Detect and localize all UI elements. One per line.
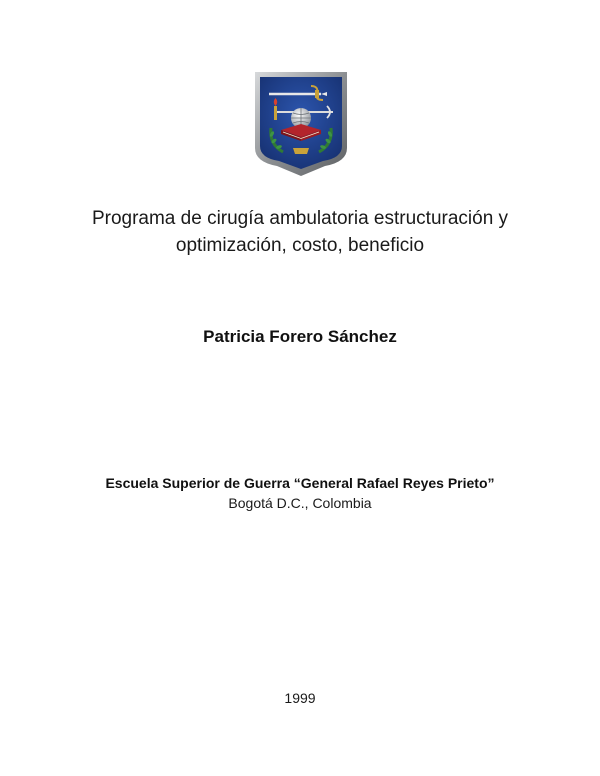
- publication-year: 1999: [284, 690, 316, 706]
- shield-emblem-icon: [253, 70, 349, 178]
- author-name: Patricia Forero Sánchez: [203, 327, 397, 346]
- institution-location: Bogotá D.C., Colombia: [228, 495, 372, 511]
- title-line-1: Programa de cirugía ambulatoria estructuración y: [91, 208, 509, 229]
- document-title: [60, 205, 540, 259]
- title-line-2: optimización, costo, beneficio: [175, 235, 425, 256]
- institution-name: Escuela Superior de Guerra “General Rafael Reyes Prieto”: [105, 475, 495, 491]
